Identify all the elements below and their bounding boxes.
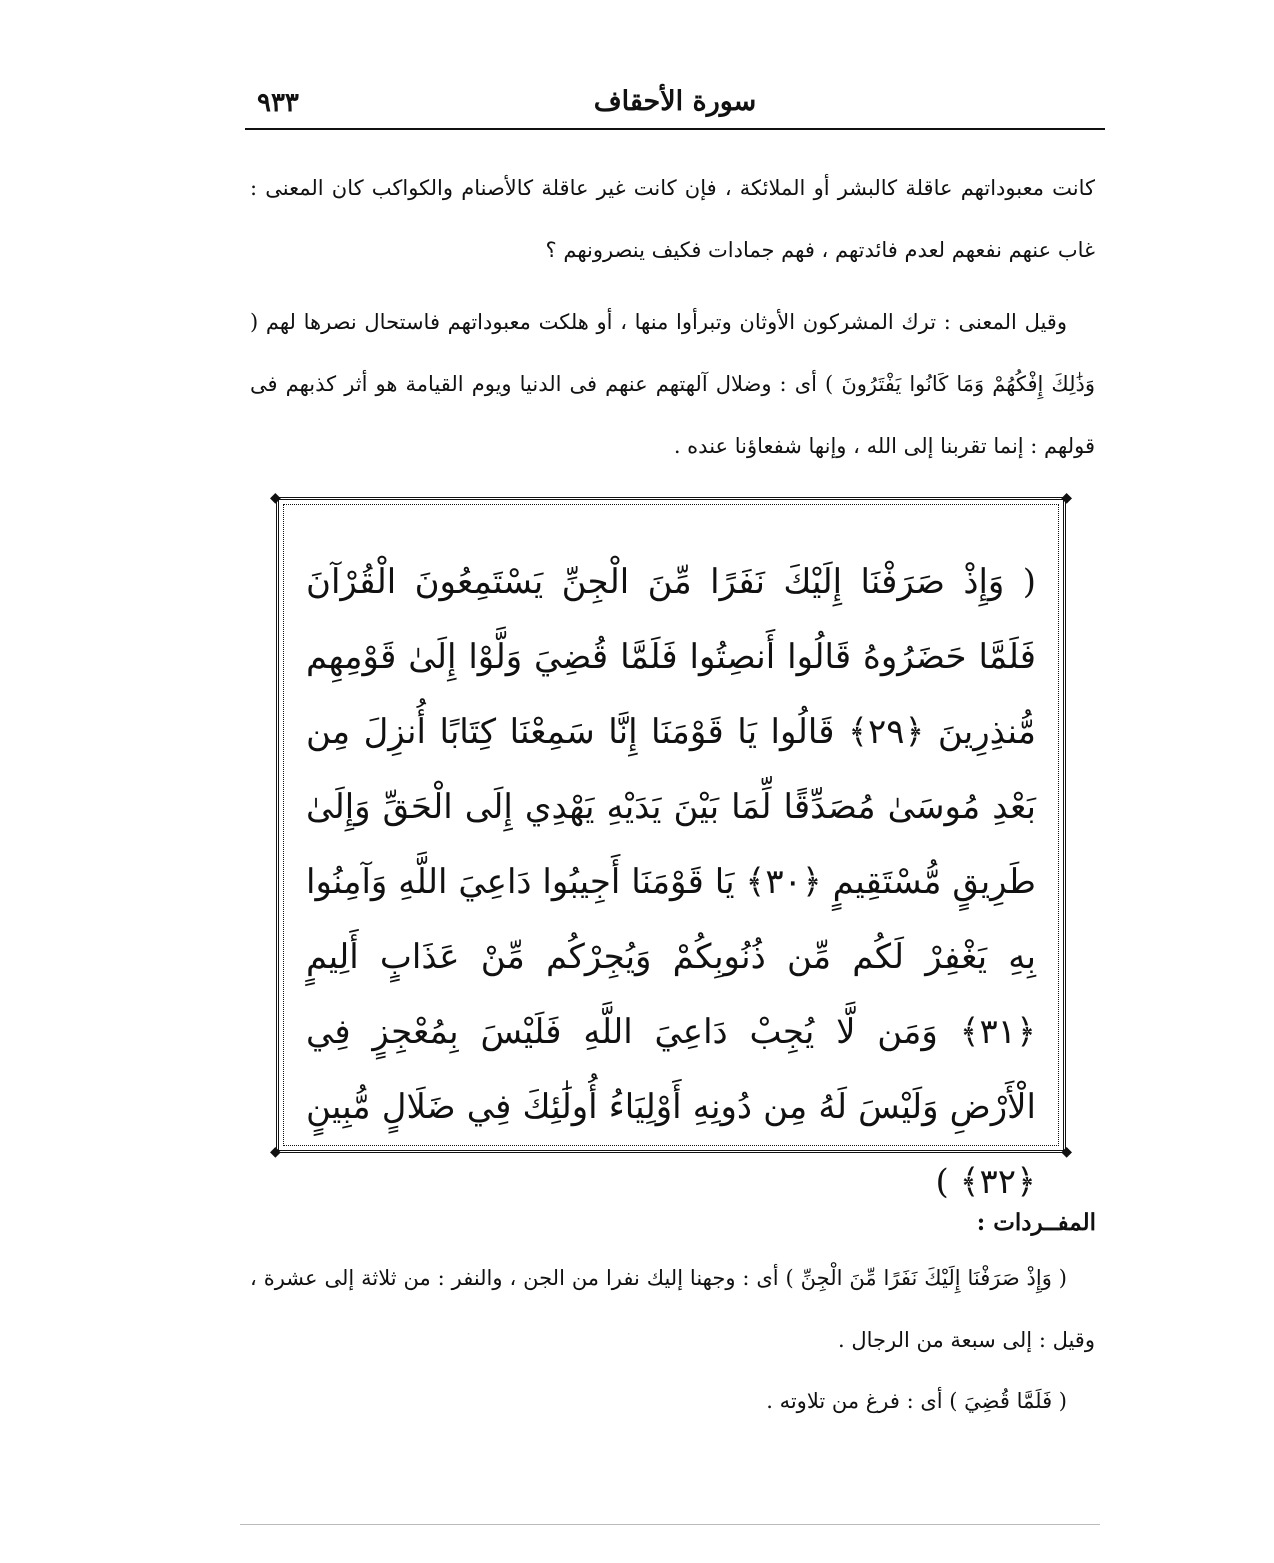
glossary-entry-1 [250, 1247, 1095, 1371]
glossary-entry-2 [250, 1370, 1095, 1432]
page-number: ٩٣٣ [257, 88, 299, 118]
intro-paragraph-2 [250, 291, 1095, 477]
frame-corner-ornament-icon: ◆ [1061, 1144, 1072, 1160]
glossary-entry-1-text: ( وَإِذْ صَرَفْنَا إِلَيْكَ نَفَرًا مِّنَ الْجِنِّ ) أى : وجهنا إليك نفرا من الجن ، والنفر : من ثلاثة إلى عشرة ، وقيل : إلى سبعة من الرجال . [250, 1266, 1095, 1352]
glossary-heading: المفــردات : [976, 1209, 1096, 1236]
frame-corner-ornament-icon: ◆ [1061, 490, 1072, 506]
frame-corner-ornament-icon: ◆ [270, 1144, 281, 1160]
surah-title: سورة الأحقاف [593, 86, 757, 117]
quran-verses-text: ( وَإِذْ صَرَفْنَا إِلَيْكَ نَفَرًا مِّنَ الْجِنِّ يَسْتَمِعُونَ الْقُرْآنَ فَلَمَّا حَضَرُوهُ قَالُوا أَنصِتُوا فَلَمَّا قُضِيَ وَلَّوْا إِلَىٰ قَوْمِهِم مُّنذِرِينَ ﴿٢٩﴾ قَالُوا يَا قَوْمَنَا إِنَّا سَمِعْنَا كِتَابًا أُنزِلَ مِن بَعْدِ مُوسَىٰ مُصَدِّقًا لِّمَا بَيْنَ يَدَيْهِ يَهْدِي إِلَى الْحَقِّ وَإِلَىٰ طَرِيقٍ مُّسْتَقِيمٍ ﴿٣٠﴾ يَا قَوْمَنَا أَجِيبُوا دَاعِيَ اللَّهِ وَآمِنُوا بِهِ يَغْفِرْ لَكُم مِّن ذُنُوبِكُمْ وَيُجِرْكُم مِّنْ عَذَابٍ أَلِيمٍ ﴿٣١﴾ وَمَن لَّا يُجِبْ دَاعِيَ اللَّهِ فَلَيْسَ بِمُعْجِزٍ فِي الْأَرْضِ وَلَيْسَ لَهُ مِن دُونِهِ أَوْلِيَاءُ أُولَٰئِكَ فِي ضَلَالٍ مُّبِينٍ ﴿٣٢﴾ ) [306, 562, 1036, 1202]
intro-paragraph-1 [250, 157, 1095, 281]
frame-corner-ornament-icon: ◆ [270, 490, 281, 506]
page-header [245, 82, 1105, 128]
header-divider [245, 128, 1105, 130]
intro-paragraph-2-text: وقيل المعنى : ترك المشركون الأوثان وتبرأوا منها ، أو هلكت معبوداتهم فاستحال نصرها لهم ( وَذَٰلِكَ إِفْكُهُمْ وَمَا كَانُوا يَفْتَرُونَ ) أى : وضلال آلهتهم عنهم فى الدنيا ويوم القيامة هو أثر كذبهم فى قولهم : إنما تقربنا إلى الله ، وإنها شفعاؤنا عنده . [250, 310, 1095, 458]
quran-verses [306, 545, 1036, 1220]
intro-paragraph-1-text: كانت معبوداتهم عاقلة كالبشر أو الملائكة ، فإن كانت غير عاقلة كالأصنام والكواكب كان المعنى : غاب عنهم نفعهم لعدم فائدتهم ، فهم جمادات فكيف ينصرونهم ؟ [250, 176, 1095, 262]
footer-divider [240, 1524, 1100, 1525]
glossary-entry-2-text: ( فَلَمَّا قُضِيَ ) أى : فرغ من تلاوته . [766, 1389, 1067, 1413]
